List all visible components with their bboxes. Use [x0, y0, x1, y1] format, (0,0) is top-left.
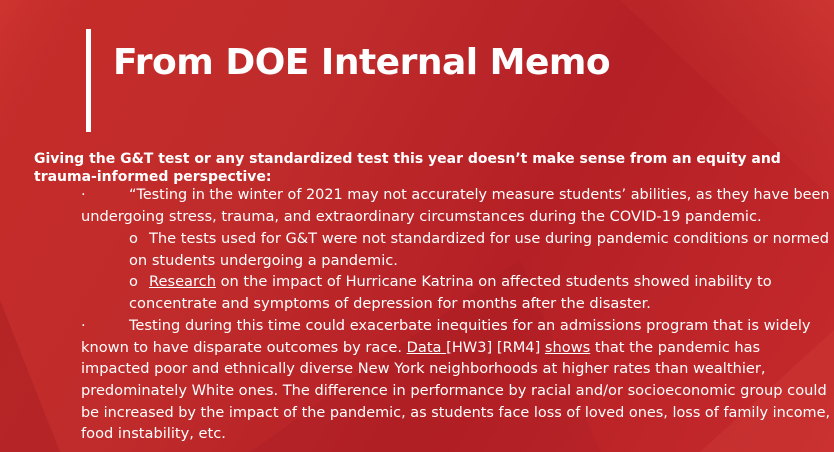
lead-line-1: Giving the G&T test or any standardized test this year doesn’t make sense from an equity and — [34, 151, 781, 167]
bullet-2-line-1: Testing during this time could exacerbate inequities for an admissions program that is widely — [129, 317, 811, 334]
slide-title: From DOE Internal Memo — [113, 42, 611, 83]
bullet-1-mark: · — [81, 186, 86, 203]
bullet-2-line-4: predominately White ones. The difference in performance by racial and/or socioeconomic group could — [81, 382, 827, 399]
bullet-2-line-2-pre: known to have disparate outcomes by race. — [81, 339, 407, 356]
data-link[interactable]: Data — [406, 339, 447, 356]
research-link[interactable]: Research — [149, 273, 216, 290]
bullet-2-line-5: be increased by the impact of the pandemic, as students face loss of loved ones, loss of family income, — [81, 405, 831, 421]
bullet-1-line-1: “Testing in the winter of 2021 may not accurately measure students’ abilities, as they have been — [129, 187, 830, 203]
bullet-2-line-6: food instability, etc. — [81, 425, 226, 442]
sub-1-mark: o — [129, 230, 138, 247]
bullet-1-line-2: undergoing stress, trauma, and extraordinary circumstances during the COVID-19 pandemic. — [81, 208, 762, 225]
bullet-2-line-3: impacted poor and ethnically diverse New York neighborhoods at higher rates than wealthier, — [81, 360, 766, 377]
sub-1-line-2: on students undergoing a pandemic. — [129, 252, 398, 269]
bullet-2-mark: · — [81, 317, 86, 334]
sub-2-line-1-text: on the impact of Hurricane Katrina on affected students showed inability to — [215, 273, 772, 290]
sub-1-line-1: The tests used for G&T were not standardized for use during pandemic conditions or normed — [149, 230, 829, 247]
bullet-2-line-2 — [81, 339, 760, 357]
shows-link[interactable]: shows — [544, 339, 591, 356]
bullet-2-line-2-post: that the pandemic has — [590, 339, 761, 356]
sub-2-line-1 — [149, 273, 772, 291]
lead-line-2: trauma-informed perspective: — [34, 169, 272, 185]
sub-2-line-2: concentrate and symptoms of depression for months after the disaster. — [129, 295, 651, 312]
comment-markers: [HW3] [RM4] — [446, 339, 545, 356]
sub-2-mark: o — [129, 273, 138, 290]
